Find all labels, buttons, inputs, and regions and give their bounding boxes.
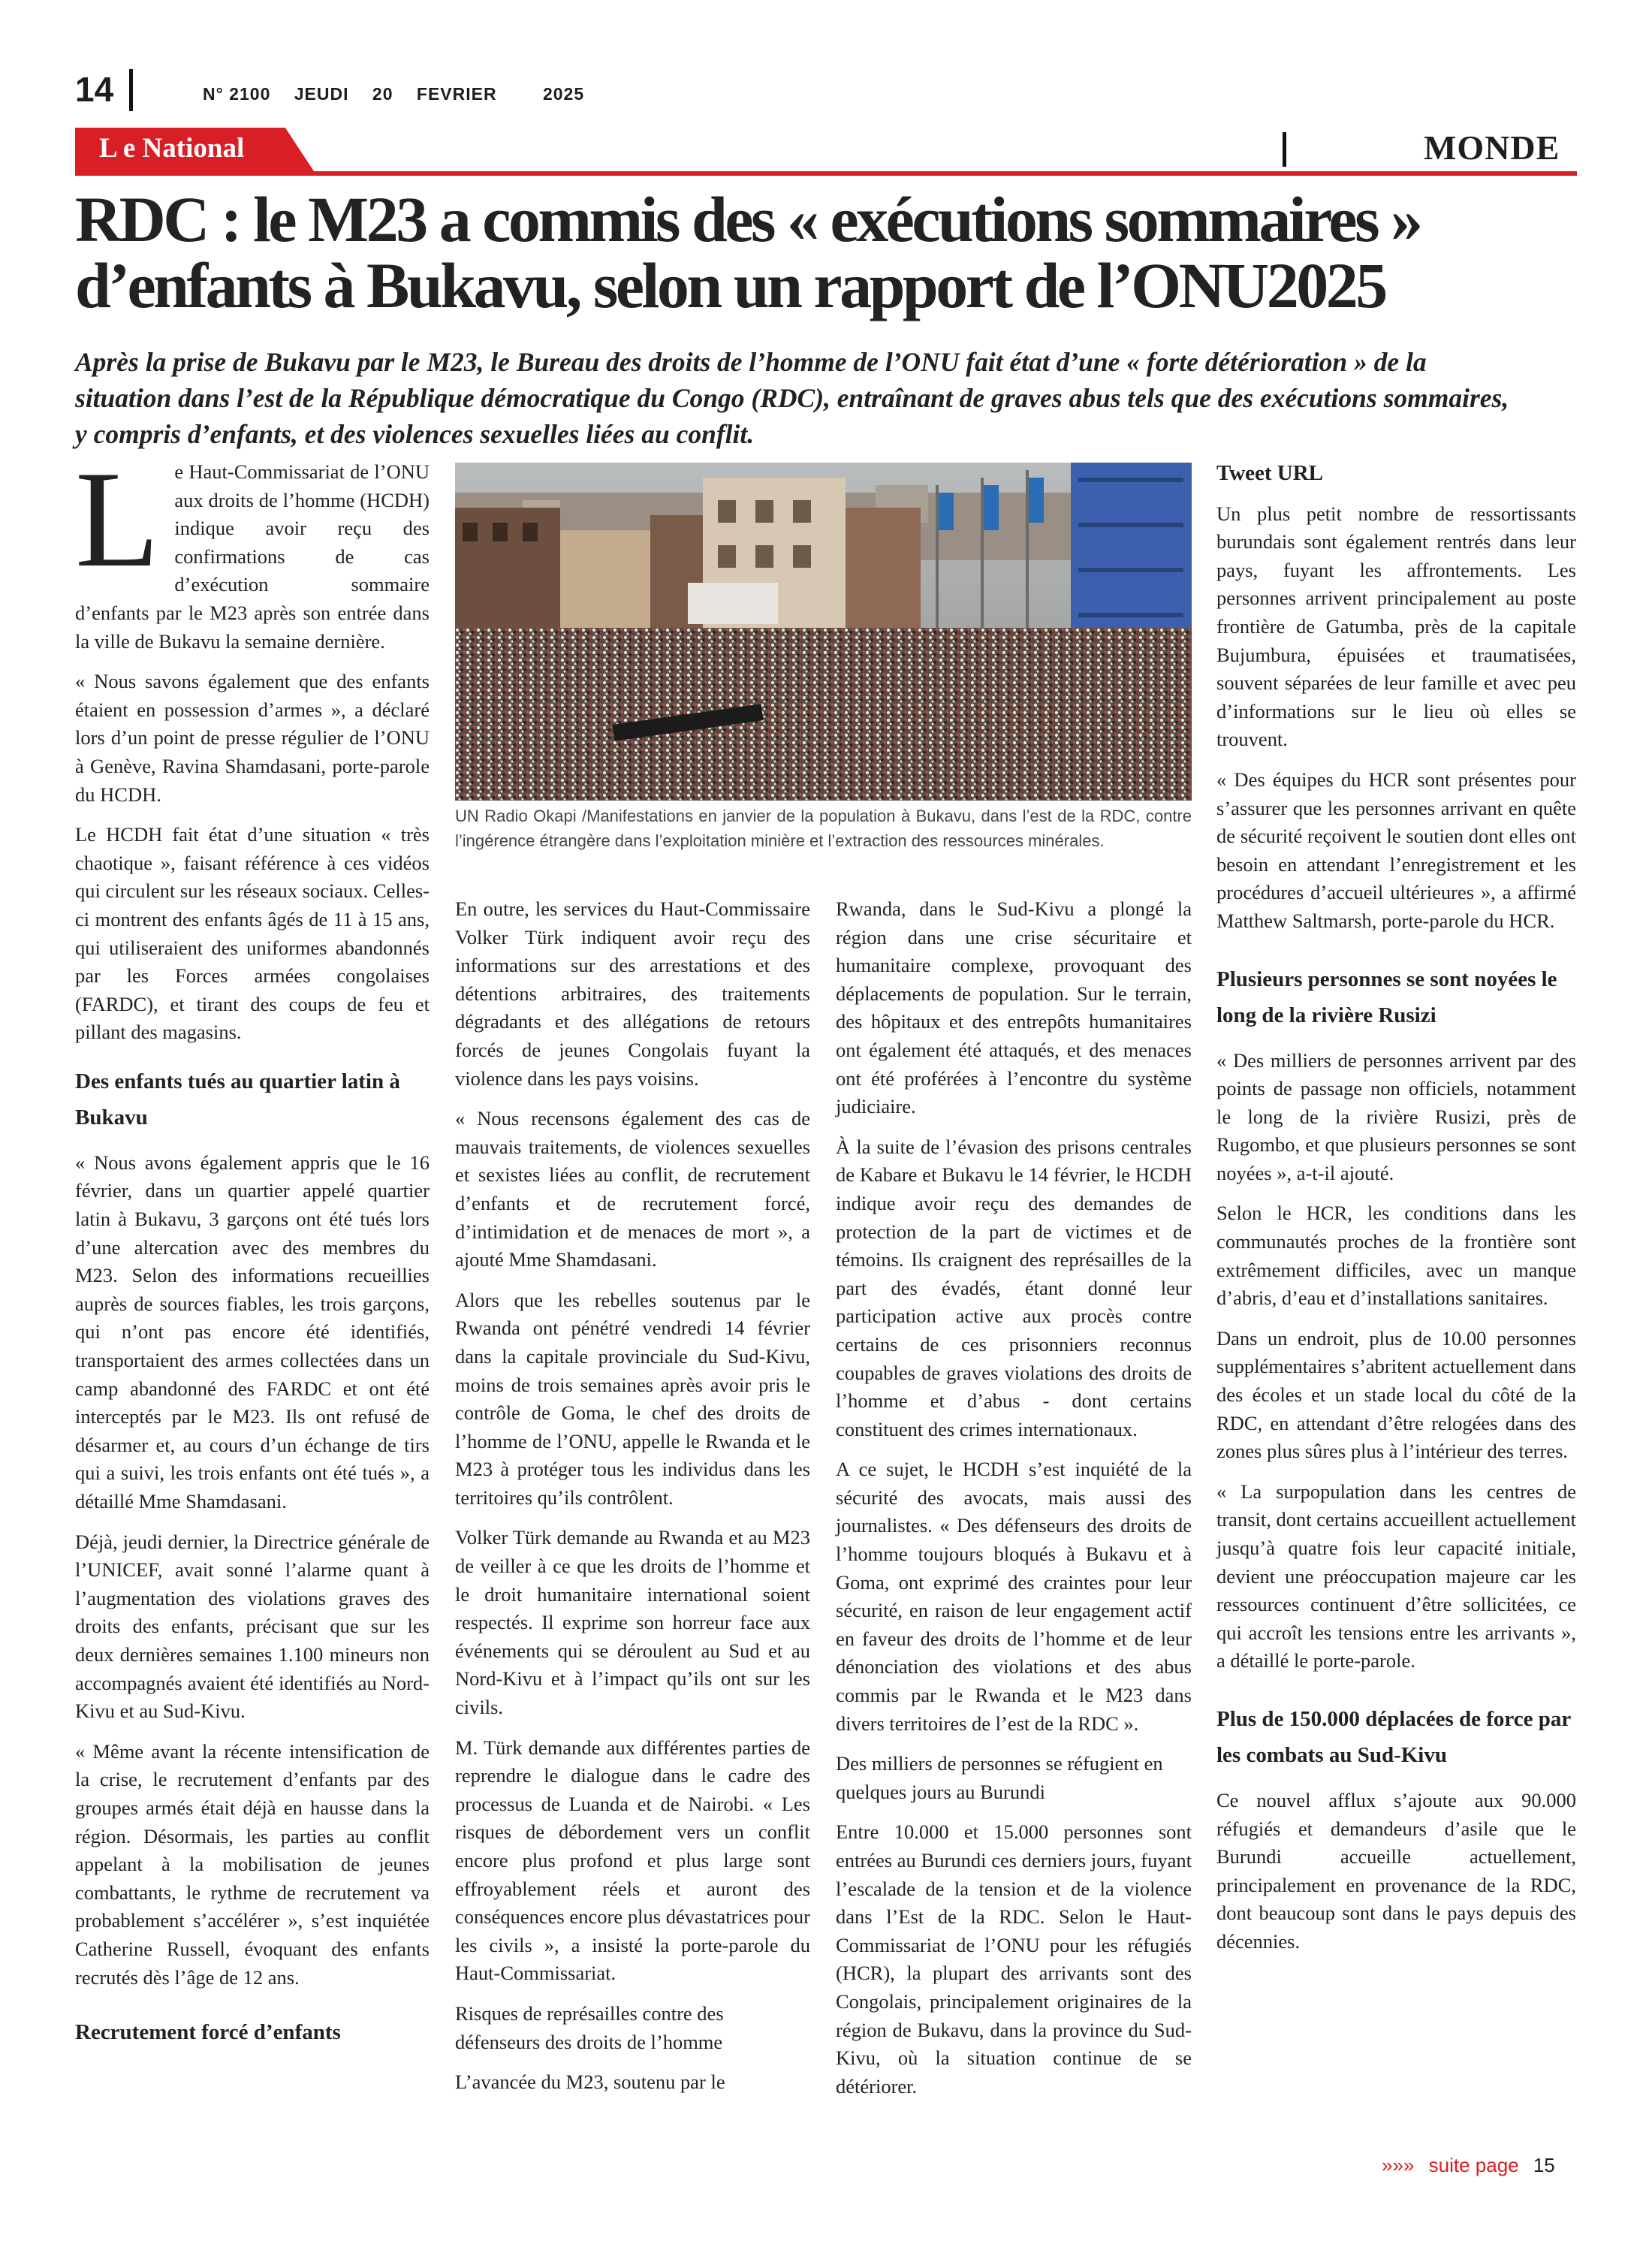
paragraph: Un plus petit nombre de ressortissants burundais sont également rentrés dans leur pays, fuyant les affrontements. Les personnes arrivent principalement au poste frontière de Gatumba, près de la capitale Bujumbura, épuisées et traumatisées, souvent séparées de leur famille et avec peu d’informations sur le lieu où elles se trouvent. [1216, 502, 1576, 751]
paragraph: « Des équipes du HCR sont présentes pour s’assurer que les personnes arrivant en quête de sécurité reçoivent le soutien dont elles ont besoin en attendant l’enregistrement et les procédures d’accueil ultérieures », a affirmé Matthew Saltmarsh, porte-parole du HCR. [1216, 768, 1576, 932]
paragraph: En outre, les services du Haut-Commissaire Volker Türk indiquent avoir reçu des informations sur des arrestations et des détentions arbitraires, des traitements dégradants et des allégations de retours forcés de jeunes Congolais fuyant la violence dans les pays voisins. [455, 897, 810, 1090]
issue-number: N° 2100 [203, 84, 271, 104]
lede-line: situation dans l’est de la République démocratique du Congo (RDC), entraînant de graves abus tels que des exécutions sommaires, [75, 383, 1509, 413]
column-2 [455, 895, 810, 2109]
paragraph: Alors que les rebelles soutenus par le Rwanda ont pénétré vendredi 14 février dans la capitale provinciale du Sud-Kivu, moins de trois semaines après avoir pris le contrôle de Goma, le chef des droits de l’homme de l’ONU, appelle le Rwanda et le M23 à protéger tous les individus dans les territoires qu’ils contrôlent. [455, 1288, 810, 1509]
suite-page-number: 15 [1533, 2154, 1555, 2176]
page-number: 14 [75, 70, 114, 109]
headline [75, 183, 1584, 321]
continued-on-link[interactable] [1382, 2154, 1555, 2177]
column-4 [1216, 460, 1576, 1968]
paragraph: « Nous savons également que des enfants étaient en possession d’armes », a déclaré lors d’un point de presse régulier de l’ONU à Genève, Ravina Shamdasani, porte-parole du HCDH. [75, 670, 430, 806]
lede-line: y compris d’enfants, et des violences sexuelles liées au conflit. [75, 419, 755, 449]
paragraph: « Nous recensons également des cas de mauvais traitements, de violences sexuelles et sexistes liées au conflit, de recrutement d’enfants et de recrutement forcé, d’intimidation et de menaces de mort », a ajouté Mme Shamdasani. [455, 1107, 810, 1271]
paragraph: Déjà, jeudi dernier, la Directrice générale de l’UNICEF, avait sonné l’alarme quant à l’augmentation des violations graves des droits des enfants, précisant que sur les deux dernières semaines 1.100 mineurs non accompagnés avaient été identifiés au Nord-Kivu et au Sud-Kivu. [75, 1530, 430, 1723]
headline-line: RDC : le M23 a commis des « exécutions sommaires » [75, 183, 1421, 255]
paragraph: Volker Türk demande au Rwanda et au M23 de veiller à ce que les droits de l’homme et le droit humanitaire international soient respectés. Il exprime son horreur face aux événements qui se déroulent au Sud et au Nord-Kivu et à l’impact qu’ils ont sur les civils. [455, 1526, 810, 1719]
lede [75, 344, 1577, 452]
paragraph: Selon le HCR, les conditions dans les communautés proches de la frontière sont extrêmement difficiles, avec un manque d’abris, d’eau et d’installations sanitaires. [1216, 1202, 1576, 1310]
paragraph: Le Haut-Commissariat de l’ONU aux droits de l’homme (HCDH) indique avoir reçu des confirmations de cas d’exécution sommaire d’enfants par le M23 après son entrée dans la ville de Bukavu la semaine dernière. [75, 442, 430, 653]
lede-line: Après la prise de Bukavu par le M23, le Bureau des droits de l’homme de l’ONU fait état d’une « forte détérioration » de la [75, 347, 1427, 377]
weekday: JEUDI [294, 84, 349, 104]
suite-arrows: »»» [1382, 2154, 1415, 2176]
paragraph: Entre 10.000 et 15.000 personnes sont entrées au Burundi ces derniers jours, fuyant l’escalade de la tension et de la violence dans l’Est de la RDC. Selon le Haut-Commissariat de l’ONU pour les réfugiés (HCR), la plupart des arrivants sont des Congolais, principalement originaires de la région de Bukavu, dans la province du Sud-Kivu, où la situation continue de se détériorer. [836, 1820, 1192, 2098]
paragraph: L’avancée du M23, soutenu par le [455, 2071, 725, 2094]
paragraph: Rwanda, dans le Sud-Kivu a plongé la région dans une crise sécuritaire et humanitaire complexe, provoquant des déplacements de population. Sur le terrain, des hôpitaux et des entrepôts humanitaires ont également été attaqués, et des menaces ont été proférées à l’encontre du système judiciaire. [836, 897, 1192, 1118]
column-3 [836, 895, 1192, 2113]
paragraph: « Des milliers de personnes arrivent par des points de passage non officiels, notamment le long de la rivière Rusizi, près de Rugombo, et que plusieurs personnes se sont noyées », a-t-il ajouté. [1216, 1048, 1576, 1184]
rubric-divider [1283, 132, 1286, 167]
subheading: Plus de 150.000 déplacées de force par les combats au Sud-Kivu [1216, 1706, 1571, 1767]
rubric-label: MONDE [1424, 128, 1560, 167]
paragraph: Ce nouvel afflux s’ajoute aux 90.000 réfugiés et demandeurs d’asile que le Burundi accueille actuellement, principalement en provenance de la RDC, dont beaucoup sont dans le pays depuis des décennies. [1216, 1788, 1576, 1953]
paragraph: Risques de représailles contre des défenseurs des droits de l’homme [455, 2001, 724, 2053]
brand-name: L e National [99, 133, 245, 164]
paragraph: « La surpopulation dans les centres de transit, dont certains accueillent actuellement jusqu’à quatre fois leur capacité initiale, devient une préoccupation majeure car les ressources continuent d’être sollicitées, ce qui accroît les tensions entre les arrivants », a détaillé le porte-parole. [1216, 1479, 1577, 1672]
subheading: Plusieurs personnes se sont noyées le long de la rivière Rusizi [1216, 967, 1557, 1027]
photo-caption: UN Radio Okapi /Manifestations en janvier de la population à Bukavu, dans l’est de la RDC, contre l’ingérence étrangère dans l’exploitation minière et l’extraction des ressources minérales. [455, 807, 1192, 850]
suite-label: suite page [1428, 2154, 1519, 2176]
header-rule [75, 171, 1577, 176]
headline-line: d’enfants à Bukavu, selon un rapport de l’ONU2025 [75, 249, 1385, 321]
year: 2025 [542, 84, 585, 104]
dateline [203, 84, 602, 104]
subheading: Des enfants tués au quartier latin à Bukavu [75, 1069, 400, 1130]
tweet-url-link[interactable]: Tweet URL [1216, 461, 1324, 485]
paragraph: « Même avant la récente intensification de la crise, le recrutement d’enfants par des groupes armés était déjà en hausse dans la région. Désormais, les parties au conflit appelant à la mobilisation de jeunes combattants, le rythme de recrutement va probablement s’accélérer », s’est inquiétée Catherine Russell, évoquant des enfants recrutés dès l’âge de 12 ans. [75, 1739, 430, 1989]
day: 20 [372, 84, 393, 104]
subheading: Recrutement forcé d’enfants [75, 2020, 341, 2045]
article-photo [455, 463, 1192, 801]
paragraph: M. Türk demande aux différentes parties de reprendre le dialogue dans le cadre des processus de Luanda et de Nairobi. « Les risques de débordement vers un conflit encore plus profond et plus large sont effroyablement réels et auront des conséquences encore plus dévastatrices pour les civils », a insisté la porte-parole du Haut-Commissariat. [455, 1736, 810, 1985]
paragraph: Le HCDH fait état d’une situation « très chaotique », faisant référence à ces vidéos qui circulent sur les réseaux sociaux. Celles-ci montrent des enfants âgés de 11 à 15 ans, qui utiliseraient des uniformes abandonnés par les Forces armées congolaises (FARDC), et tirant des coups de feu et pillant des magasins. [75, 823, 430, 1044]
drop-cap: L [75, 442, 160, 596]
paragraph: « Nous avons également appris que le 16 février, dans un quartier appelé quartier latin à Bukavu, 3 garçons ont été tués lors d’une altercation avec des membres du M23. Selon des informations recueillies auprès de sources fiables, les trois garçons, qui n’ont pas encore été identifiés, transportaient des armes collectées dans un camp abandonné des FARDC et ont été interceptés par le M23. Ils ont refusé de désarmer et, au cours d’un échange de tirs qui a suivi, les trois enfants ont été tués », a détaillé Mme Shamdasani. [75, 1151, 430, 1513]
paragraph: Des milliers de personnes se réfugient en quelques jours au Burundi [836, 1752, 1163, 1803]
column-1 [75, 442, 430, 2064]
page-number-divider [129, 69, 133, 111]
paragraph: Dans un endroit, plus de 10.00 personnes supplémentaires s’abritent actuellement dans des écoles et un stade local du côté de la RDC, en attendant d’être relogées dans des zones plus sûres plus à l’intérieur des terres. [1216, 1326, 1576, 1463]
paragraph: À la suite de l’évasion des prisons centrales de Kabare et Bukavu le 14 février, le HCDH indique avoir reçu des demandes de protection de la part de victimes et de témoins. Ils craignent des représailles de la part des évadés, étant donné leur participation active aux procès contre certains de ces prisonniers reconnus coupables de graves violations des droits de l’homme et d’abus - dont certains constituent des crimes internationaux. [836, 1135, 1192, 1440]
month: FEVRIER [416, 84, 497, 104]
paragraph: A ce sujet, le HCDH s’est inquiété de la sécurité des avocats, mais aussi des journalistes. « Des défenseurs des droits de l’homme toujours bloqués à Bukavu et à Goma, ont exprimé des craintes pour leur sécurité, en raison de leur engagement actif en faveur des droits de l’homme et de leur dénonciation des violations et des abus commis par le Rwanda et le M23 dans divers territoires de l’est de la RDC ». [836, 1458, 1192, 1735]
